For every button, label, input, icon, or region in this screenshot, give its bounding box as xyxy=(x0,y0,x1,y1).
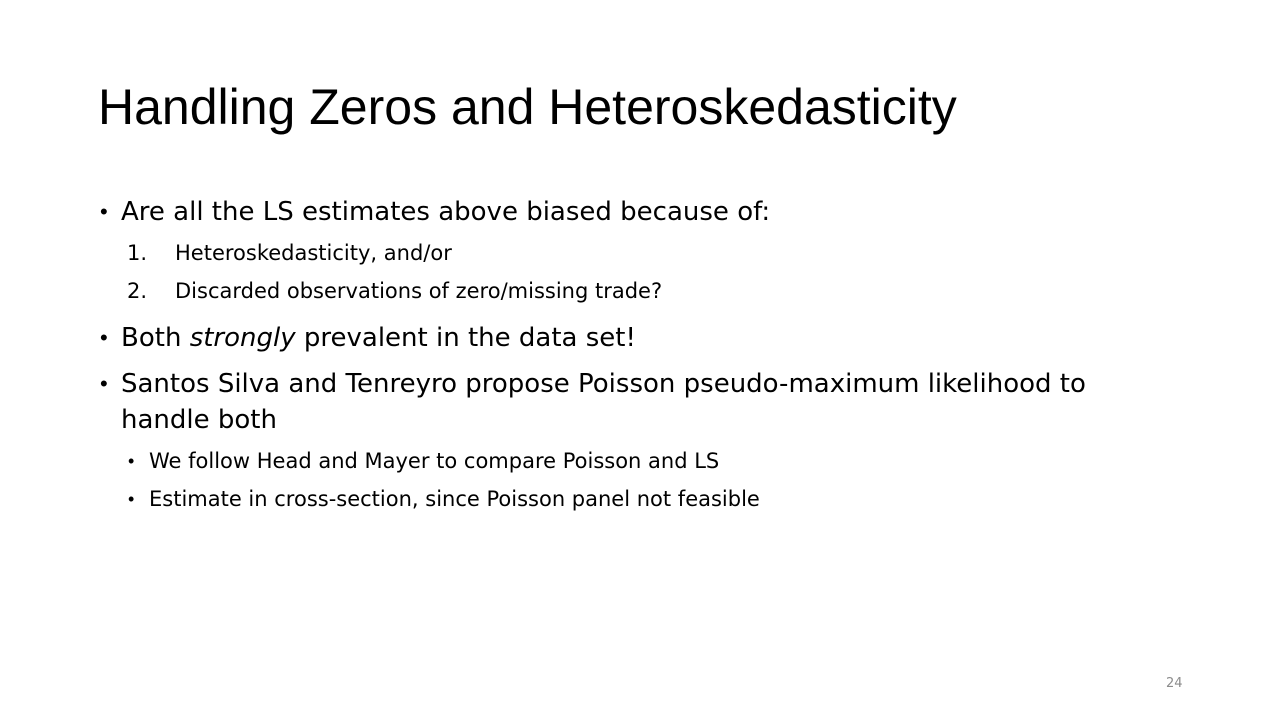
slide-content xyxy=(100,194,1100,516)
slide-title: Handling Zeros and Heteroskedasticity xyxy=(98,79,957,135)
sub-bullet-text: We follow Head and Mayer to compare Poisson and LS xyxy=(149,449,720,473)
number-marker: 1. xyxy=(127,241,148,265)
number-marker: 2. xyxy=(127,279,148,303)
sub-bullet-text: Estimate in cross-section, since Poisson panel not feasible xyxy=(149,487,760,511)
numbered-item-text: Heteroskedasticity, and/or xyxy=(175,241,452,265)
sub-bullet-item xyxy=(100,444,1100,478)
bullet-text: Santos Silva and Tenreyro propose Poisson pseudo-maximum likelihood to handle both xyxy=(121,369,1086,435)
bullet-text-part: Both xyxy=(121,323,190,353)
bullet-poisson-proposal xyxy=(100,366,1100,438)
emphasis-text: strongly xyxy=(189,323,296,353)
sub-bullet-list xyxy=(100,444,1100,516)
page-number: 24 xyxy=(1166,676,1183,691)
sub-bullet-item xyxy=(100,482,1100,516)
numbered-item-text: Discarded observations of zero/missing trade? xyxy=(175,279,663,303)
bullet-bias-question xyxy=(100,194,1100,230)
numbered-list xyxy=(100,236,1100,308)
bullet-prevalence xyxy=(100,320,1100,356)
numbered-item xyxy=(100,236,1100,270)
numbered-item xyxy=(100,274,1100,308)
bullet-text-part: prevalent in the data set! xyxy=(295,323,636,353)
bullet-text: Are all the LS estimates above biased because of: xyxy=(121,197,771,227)
